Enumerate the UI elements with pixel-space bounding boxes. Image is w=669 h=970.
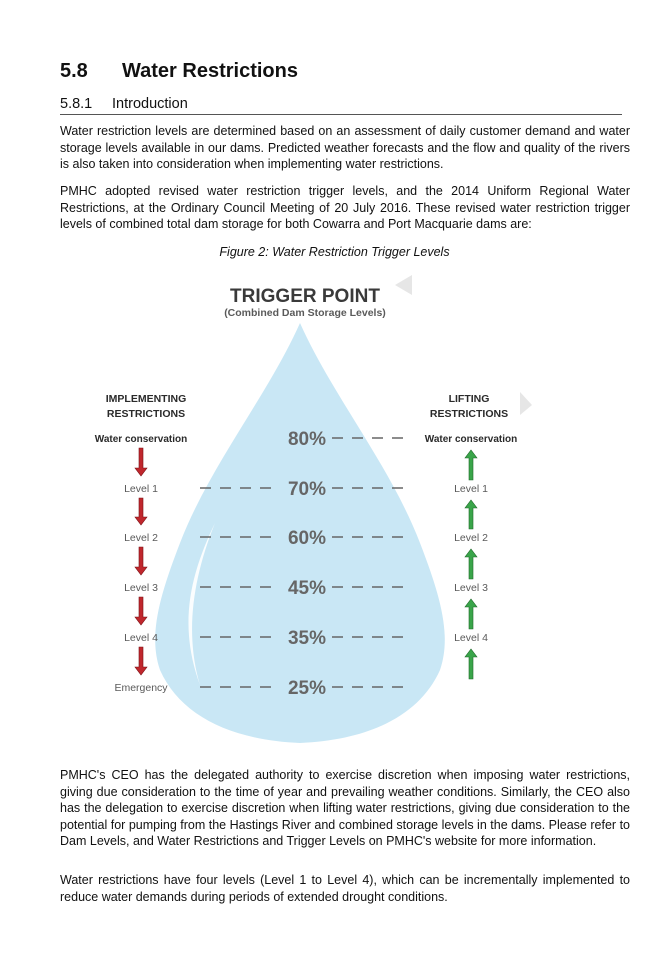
paragraph-levels: Water restrictions have four levels (Level 1 to Level 4), which can be incrementally implemented to reduce water demands during periods of extended drought conditions. xyxy=(60,873,630,904)
right-label: Level 3 xyxy=(454,582,488,594)
left-label: Level 2 xyxy=(124,532,158,544)
trigger-percentage: 60% xyxy=(287,528,327,549)
right-heading-line1: LIFTING xyxy=(448,393,490,405)
subsection-number: 5.8.1 xyxy=(60,96,93,112)
trigger-percentage: 25% xyxy=(287,678,327,699)
trigger-percentage: 45% xyxy=(287,578,327,599)
trigger-percentage: 70% xyxy=(287,479,327,500)
right-label: Level 4 xyxy=(454,632,488,644)
trigger-percentage: 80% xyxy=(287,429,327,450)
page-mark xyxy=(520,392,532,415)
up-arrow-icon xyxy=(465,500,477,529)
down-arrow-icon xyxy=(135,448,147,476)
up-arrow-icon xyxy=(465,450,477,480)
right-heading-line2: RESTRICTIONS xyxy=(429,408,509,420)
paragraph-adoption: PMHC adopted revised water restriction trigger levels, and the 2014 Uniform Regional Water Restrictions, at the Ordinary Council Meeting of 20 July 2016. These revised water restriction trigger levels of combined total dam storage for both Cowarra and Port Macquarie dams are: xyxy=(60,184,630,231)
left-label: Emergency xyxy=(114,682,168,694)
left-heading-line2: RESTRICTIONS xyxy=(106,408,186,420)
down-arrow-icon xyxy=(135,647,147,675)
trigger-levels-figure xyxy=(0,275,669,745)
subsection-heading xyxy=(60,96,622,115)
up-arrow-icon xyxy=(465,549,477,579)
right-label: Level 1 xyxy=(454,483,488,495)
page-mark xyxy=(395,275,412,295)
left-label: Level 1 xyxy=(124,483,158,495)
left-label: Level 3 xyxy=(124,582,158,594)
left-heading-line1: IMPLEMENTING xyxy=(105,393,187,405)
left-label: Water conservation xyxy=(94,434,188,445)
down-arrow-icon xyxy=(135,597,147,625)
paragraph-ceo-discretion: PMHC's CEO has the delegated authority to exercise discretion when imposing water restrictions, giving due consideration to the time of year and prevailing weather conditions. Similarly, the CEO also has the delegation to exercise discretion when lifting water restrictions, giving due consideration to the potential for pumping from the Hastings River and combined storage levels in the dams. Please refer to Dam Levels, and Water Restrictions and Trigger Levels on PMHC's website for more information. xyxy=(60,768,630,848)
left-label: Level 4 xyxy=(124,632,158,644)
up-arrow-icon xyxy=(465,599,477,629)
figure-subtitle: (Combined Dam Storage Levels) xyxy=(224,307,386,319)
down-arrow-icon xyxy=(135,547,147,575)
figure-caption: Figure 2: Water Restriction Trigger Levels xyxy=(219,245,450,259)
figure-title: TRIGGER POINT xyxy=(230,286,380,307)
section-heading xyxy=(60,60,298,83)
right-label: Water conservation xyxy=(424,434,518,445)
section-number: 5.8 xyxy=(60,60,88,82)
section-title: Water Restrictions xyxy=(122,60,298,82)
subsection-title: Introduction xyxy=(112,96,188,112)
down-arrow-icon xyxy=(135,498,147,525)
up-arrow-icon xyxy=(465,649,477,679)
trigger-percentage: 35% xyxy=(287,628,327,649)
paragraph-intro: Water restriction levels are determined based on an assessment of daily customer demand and water storage levels available in our dams. Predicted weather forecasts and the flow and quality of the rivers is also taken into consideration when implementing water restrictions. xyxy=(60,124,630,171)
right-label: Level 2 xyxy=(454,532,488,544)
